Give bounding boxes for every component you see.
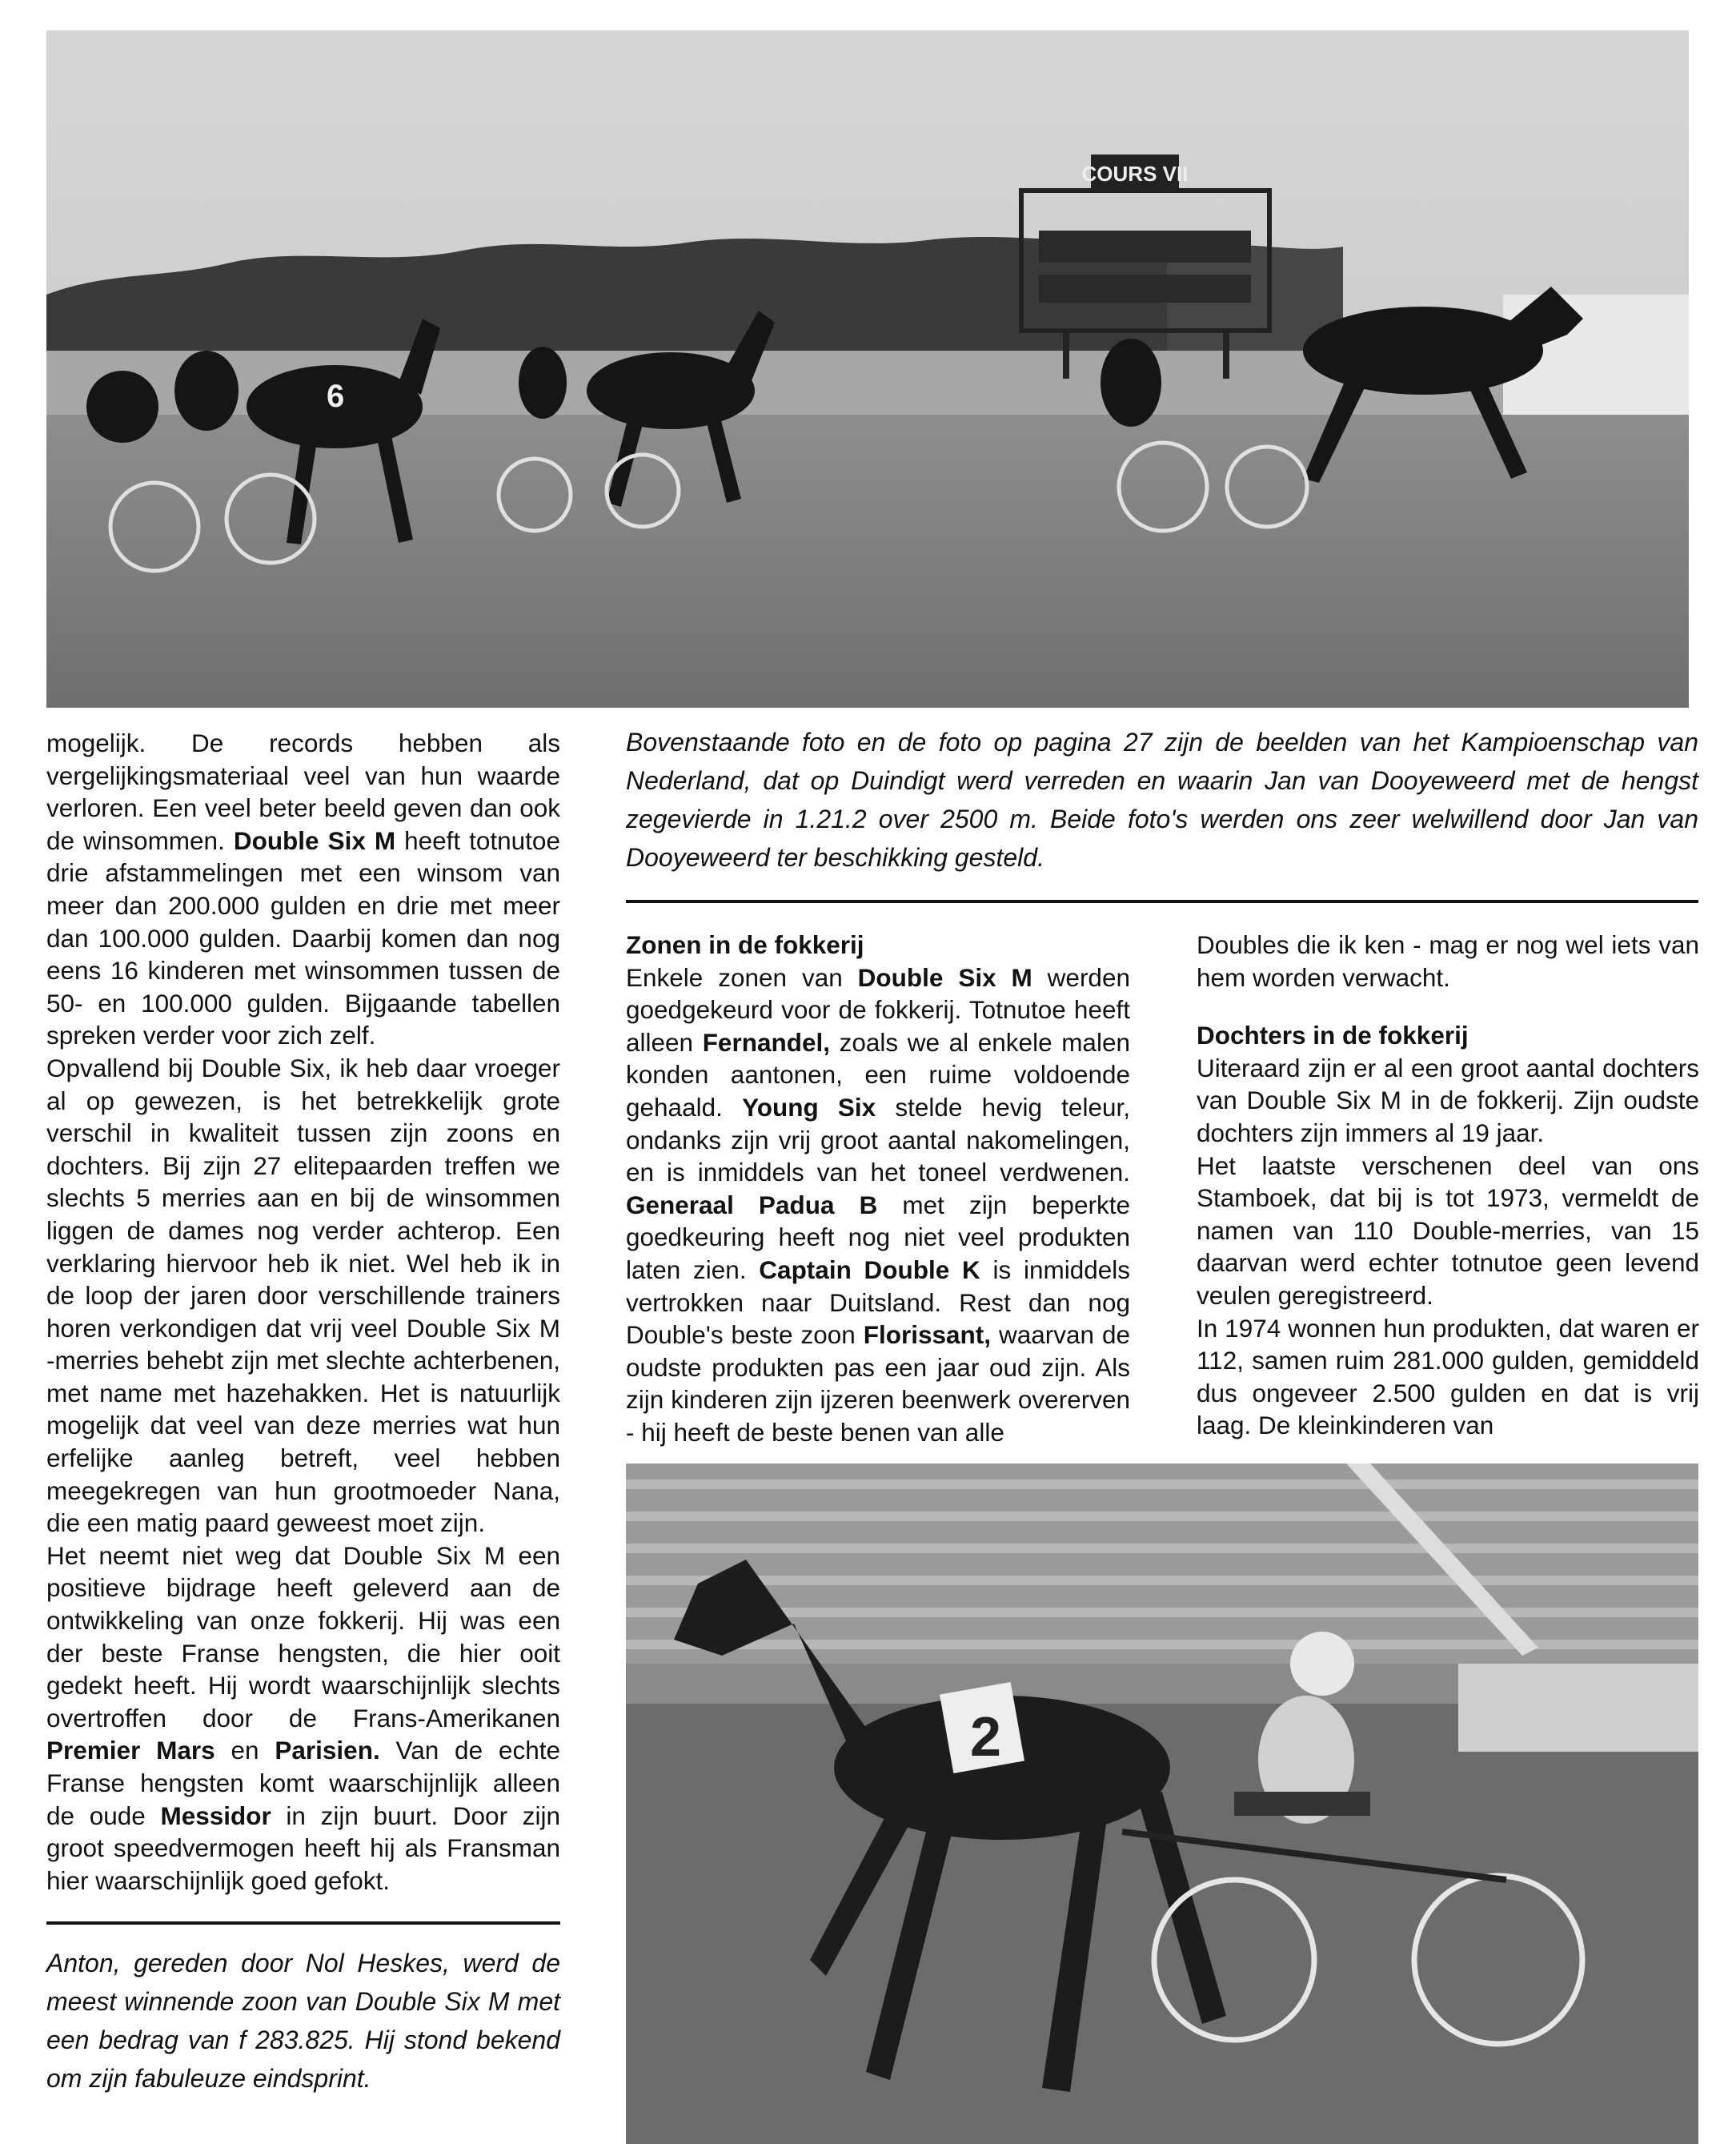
zonen-paragraph: Enkele zonen van Double Six M werden goedgekeurd voor de fokkerij. Totnutoe heeft alleen Fernandel, zoals we al enkele malen konden aantonen, een ruime voldoende gehaald. Young Six stelde hevig teleur, ondanks zijn vrij groot aantal nakomelingen, en is inmiddels van het toneel verdwenen. Generaal Padua B met zijn beperkte goedkeuring heeft nog niet veel produkten laten zien. Captain Double K is inmiddels vertrokken naar Duitsland. Rest dan nog Double's beste zoon Florissant, waarvan de oudste produkten pas een jaar oud zijn. Als zijn kinderen zijn ijzeren beenwerk overerven - hij heeft de beste benen van alle [626,962,1130,1447]
divider-left [46,1921,560,1925]
middle-column [626,929,1130,1449]
caption-bottom: Anton, gereden door Nol Heskes, werd de meest winnende zoon van Double Six M met een bedrag van f 283.825. Hij stond bekend om zijn fabuleuze eindsprint. [46,1949,560,2093]
right-column [1197,929,1699,1442]
bottom-race-photo [626,1463,1698,2144]
right-paragraph-0: Doubles die ik ken - mag er nog wel iets van hem worden verwacht. [1197,930,1699,992]
top-saddle-number: 6 [327,379,345,414]
left-paragraph-3: Het neemt niet weg dat Double Six M een positieve bijdrage heeft geleverd aan de ontwikkeling van onze fokkerij. Hij was een der beste Franse hengsten, die hier ooit gedekt heeft. Hij wordt waarschijnlijk slechts overtroffen door de Frans-Amerikanen Premier Mars en Parisien. Van de echte Franse hengsten komt waarschijnlijk alleen de oude Messidor in zijn buurt. Door zijn groot speedvermogen heeft hij als Fransman hier waarschijnlijk goed gefokt. [46,1540,560,1895]
top-race-photo [46,30,1689,708]
heading-zonen: Zonen in de fokkerij [626,930,864,959]
right-paragraph-1: Uiteraard zijn er al een groot aantal dochters van Double Six M in de fokkerij. Zijn oudste dochters zijn immers al 19 jaar. [1197,1053,1699,1147]
right-paragraph-3: In 1974 wonnen hun produkten, dat waren er 112, samen ruim 281.000 gulden, gemiddeld dus ongeveer 2.500 gulden en dat is vrij laag. De kleinkinderen van [1197,1313,1699,1440]
right-paragraph-2: Het laatste verschenen deel van ons Stamboek, dat bij is tot 1973, vermeldt de namen van 110 Double-merries, van 15 daarvan werd echter totnutoe geen levend veulen geregistreerd. [1197,1150,1699,1310]
left-paragraph-2: Opvallend bij Double Six, ik heb daar vroeger al op gewezen, is het betrekkelijk grote verschil in kwaliteit tussen zijn zoons en dochters. Bij zijn 27 elitepaarden treffen we slechts 5 merries aan en bij de winsommen liggen de dames nog verder achterop. Een verklaring hiervoor heb ik niet. Wel heb ik in de loop der jaren door verschillende trainers horen verkondigen dat vrij veel Double Six M -merries behebt zijn met slechte achterbenen, met name met hazehakken. Het is natuurlijk mogelijk dat veel van deze merries wat hun erfelijke aanleg betreft, veel hebben meegekregen van hun grootmoeder Nana, die een matig paard geweest moet zijn. [46,1053,560,1538]
divider-top [626,900,1698,903]
left-paragraph-1: mogelijk. De records hebben als vergelijkingsmateriaal veel van hun waarde verloren. Een veel beter beeld geven dan ook de winsommen. Double Six M heeft totnutoe drie afstammelingen met een winsom van meer dan 200.000 gulden en drie met meer dan 100.000 gulden. Daarbij komen dan nog eens 16 kinderen met winsommen tussen de 50- en 100.000 gulden. Bijgaande tabellen spreken verder voor zich zelf. [46,729,560,1050]
scoreboard-sign: COURS VII [1081,162,1189,186]
heading-dochters: Dochters in de fokkerij [1197,1021,1469,1050]
bottom-saddle-number: 2 [970,1705,1001,1768]
left-column [46,727,560,1897]
caption-top: Bovenstaande foto en de foto op pagina 27 zijn de beelden van het Kampioenschap van Nederland, dat op Duindigt werd verreden en waarin Jan van Dooyeweerd met de hengst zegevierde in 1.21.2 over 2500 m. Beide foto's werden ons zeer welwillend door Jan van Dooyeweerd ter beschikking gesteld. [626,728,1698,872]
